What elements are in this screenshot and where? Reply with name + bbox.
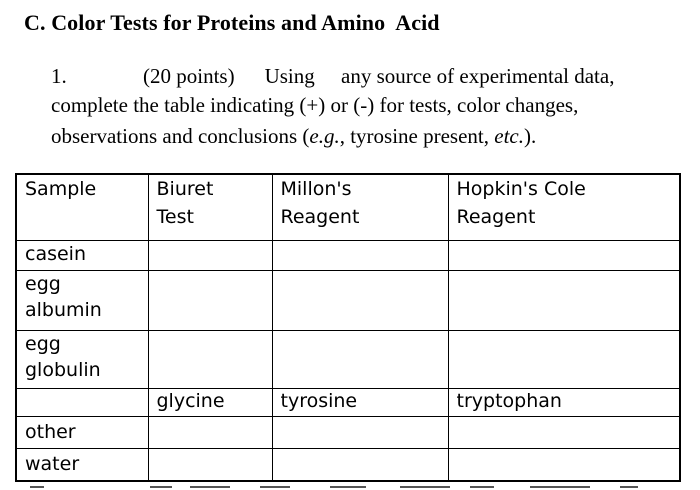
- header-hopkins-cole: [448, 174, 680, 240]
- question-line-2: complete the table indicating (+) or (-) for tests, color changes,: [51, 93, 579, 117]
- row-label-egg-globulin: [16, 330, 148, 388]
- row-label-other: other: [16, 416, 148, 448]
- cell-globulin-hopkins[interactable]: [448, 330, 680, 388]
- question-line-3: [51, 124, 536, 149]
- row-label-egg-albumin-line2: albumin: [25, 298, 102, 321]
- table-row: [16, 448, 680, 481]
- row-label-egg-albumin-line1: egg: [25, 272, 61, 295]
- row-label-egg-globulin-line2: globulin: [25, 358, 101, 381]
- cell-casein-millons[interactable]: [272, 240, 448, 270]
- header-sample-line1: Sample: [25, 178, 97, 200]
- table-header-row: [16, 174, 680, 240]
- question-text-3c: ).: [523, 124, 537, 148]
- row-label-egg-globulin-line1: egg: [25, 332, 61, 355]
- header-millons-line1: Millon's: [280, 178, 352, 200]
- cell-globulin-biuret[interactable]: [148, 330, 272, 388]
- row-label-water: water: [16, 448, 148, 481]
- cell-water-tyrosine[interactable]: [272, 448, 448, 481]
- question-points: (20 points): [143, 64, 235, 88]
- header-biuret: [148, 174, 272, 240]
- table-row: [16, 270, 680, 330]
- question-text-1: Using any source of experimental data,: [264, 64, 615, 88]
- question-line-1: [51, 64, 614, 89]
- cell-water-tryptophan[interactable]: [448, 448, 680, 481]
- question-number: 1.: [51, 64, 67, 88]
- header-biuret-line2: Test: [156, 206, 194, 228]
- header-hopkins-line2: Reagent: [456, 206, 536, 228]
- row-label-casein: casein: [16, 240, 148, 270]
- row-label-amino-blank: [16, 388, 148, 416]
- table-row: [16, 330, 680, 388]
- question-text-etc: etc.: [494, 124, 524, 148]
- question-text-eg: e.g.: [309, 124, 340, 148]
- cell-other-tyrosine[interactable]: [272, 416, 448, 448]
- table-row: [16, 240, 680, 270]
- table-row: [16, 388, 680, 416]
- amino-acid-glycine: glycine: [148, 388, 272, 416]
- cell-other-glycine[interactable]: [148, 416, 272, 448]
- cell-water-glycine[interactable]: [148, 448, 272, 481]
- amino-acid-tyrosine: tyrosine: [272, 388, 448, 416]
- cell-casein-biuret[interactable]: [148, 240, 272, 270]
- cell-globulin-millons[interactable]: [272, 330, 448, 388]
- question-text-3b: , tyrosine present,: [339, 124, 495, 148]
- results-table: [15, 173, 681, 482]
- header-millons-line2: Reagent: [280, 206, 360, 228]
- question-text-3a: observations and conclusions (: [51, 124, 310, 148]
- row-label-egg-albumin: [16, 270, 148, 330]
- cell-casein-hopkins[interactable]: [448, 240, 680, 270]
- cell-albumin-millons[interactable]: [272, 270, 448, 330]
- header-millons: [272, 174, 448, 240]
- section-heading: C. Color Tests for Proteins and Amino Acid: [24, 10, 440, 35]
- cell-other-tryptophan[interactable]: [448, 416, 680, 448]
- header-biuret-line1: Biuret: [156, 178, 214, 200]
- table-row: [16, 416, 680, 448]
- cell-albumin-hopkins[interactable]: [448, 270, 680, 330]
- header-hopkins-line1: Hopkin's Cole: [456, 178, 586, 200]
- header-sample: [16, 174, 148, 240]
- cropped-next-line: [30, 484, 680, 490]
- amino-acid-tryptophan: tryptophan: [448, 388, 680, 416]
- cell-albumin-biuret[interactable]: [148, 270, 272, 330]
